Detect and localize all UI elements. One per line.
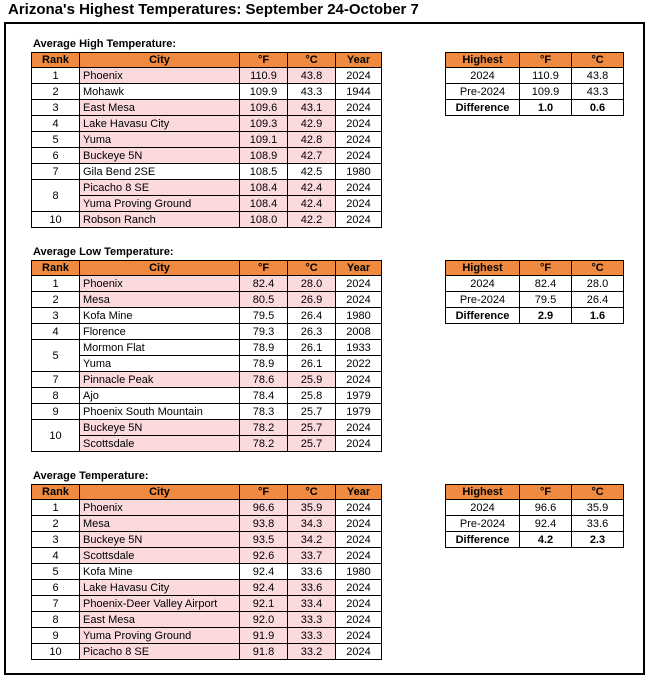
section-label: Average Temperature:: [33, 470, 149, 482]
comparison-row: [446, 500, 624, 516]
table-row: [32, 548, 382, 564]
comparison-label-cell: Difference: [446, 100, 520, 116]
celsius-cell: 25.7: [288, 404, 336, 420]
fahrenheit-cell: 92.1: [240, 596, 288, 612]
header-fahrenheit: °F: [240, 261, 288, 276]
city-cell: Picacho 8 SE: [80, 644, 240, 660]
year-cell: 2024: [336, 548, 382, 564]
rank-cell: 1: [32, 68, 80, 84]
year-cell: 2024: [336, 516, 382, 532]
rank-cell: 10: [32, 644, 80, 660]
celsius-cell: 26.1: [288, 340, 336, 356]
rank-cell: 6: [32, 148, 80, 164]
fahrenheit-cell: 93.8: [240, 516, 288, 532]
header-city: City: [80, 261, 240, 276]
year-cell: 1980: [336, 564, 382, 580]
table-row: [32, 356, 382, 372]
header-celsius: °C: [572, 261, 624, 276]
comparison-fahrenheit-cell: 82.4: [520, 276, 572, 292]
celsius-cell: 26.3: [288, 324, 336, 340]
celsius-cell: 25.7: [288, 436, 336, 452]
city-cell: East Mesa: [80, 100, 240, 116]
header-rank: Rank: [32, 261, 80, 276]
table-row: [32, 340, 382, 356]
year-cell: 2024: [336, 196, 382, 212]
city-cell: Phoenix: [80, 276, 240, 292]
header-fahrenheit: °F: [240, 53, 288, 68]
header-fahrenheit: °F: [520, 53, 572, 68]
year-cell: 1979: [336, 404, 382, 420]
celsius-cell: 42.8: [288, 132, 336, 148]
city-cell: Lake Havasu City: [80, 116, 240, 132]
city-cell: Ajo: [80, 388, 240, 404]
celsius-cell: 26.9: [288, 292, 336, 308]
rank-cell: 1: [32, 500, 80, 516]
fahrenheit-cell: 109.9: [240, 84, 288, 100]
comparison-table: [445, 52, 624, 116]
comparison-label-cell: 2024: [446, 500, 520, 516]
fahrenheit-cell: 108.0: [240, 212, 288, 228]
header-fahrenheit: °F: [520, 485, 572, 500]
comparison-fahrenheit-cell: 79.5: [520, 292, 572, 308]
year-cell: 2024: [336, 580, 382, 596]
rank-cell: 1: [32, 276, 80, 292]
table-row: [32, 596, 382, 612]
header-highest: Highest: [446, 485, 520, 500]
comparison-label-cell: Difference: [446, 532, 520, 548]
rank-cell: 7: [32, 372, 80, 388]
celsius-cell: 43.1: [288, 100, 336, 116]
header-city: City: [80, 53, 240, 68]
celsius-cell: 43.3: [288, 84, 336, 100]
fahrenheit-cell: 108.9: [240, 148, 288, 164]
table-row: [32, 612, 382, 628]
fahrenheit-cell: 79.3: [240, 324, 288, 340]
table-row: [32, 68, 382, 84]
fahrenheit-cell: 92.6: [240, 548, 288, 564]
header-highest: Highest: [446, 53, 520, 68]
fahrenheit-cell: 78.2: [240, 420, 288, 436]
city-cell: Mesa: [80, 292, 240, 308]
celsius-cell: 42.4: [288, 180, 336, 196]
header-city: City: [80, 485, 240, 500]
fahrenheit-cell: 108.5: [240, 164, 288, 180]
table-row: [32, 388, 382, 404]
city-cell: Picacho 8 SE: [80, 180, 240, 196]
table-row: [32, 628, 382, 644]
comparison-fahrenheit-cell: 109.9: [520, 84, 572, 100]
comparison-row: [446, 292, 624, 308]
comparison-row: [446, 100, 624, 116]
comparison-header-row: [446, 485, 624, 500]
rank-cell: 8: [32, 388, 80, 404]
fahrenheit-cell: 96.6: [240, 500, 288, 516]
header-celsius: °C: [288, 485, 336, 500]
city-cell: Phoenix: [80, 500, 240, 516]
table-row: [32, 292, 382, 308]
year-cell: 2024: [336, 500, 382, 516]
city-cell: Robson Ranch: [80, 212, 240, 228]
table-row: [32, 436, 382, 452]
city-cell: Yuma Proving Ground: [80, 628, 240, 644]
comparison-fahrenheit-cell: 96.6: [520, 500, 572, 516]
year-cell: 2024: [336, 612, 382, 628]
city-cell: Yuma: [80, 132, 240, 148]
fahrenheit-cell: 109.1: [240, 132, 288, 148]
table-header-row: [32, 261, 382, 276]
celsius-cell: 33.3: [288, 612, 336, 628]
celsius-cell: 42.4: [288, 196, 336, 212]
header-highest: Highest: [446, 261, 520, 276]
fahrenheit-cell: 78.3: [240, 404, 288, 420]
rank-cell: 5: [32, 564, 80, 580]
table-row: [32, 324, 382, 340]
comparison-table: [445, 260, 624, 324]
header-rank: Rank: [32, 485, 80, 500]
fahrenheit-cell: 78.4: [240, 388, 288, 404]
rank-cell: 7: [32, 164, 80, 180]
comparison-row: [446, 516, 624, 532]
header-celsius: °C: [572, 485, 624, 500]
table-row: [32, 212, 382, 228]
comparison-table: [445, 484, 624, 548]
comparison-celsius-cell: 1.6: [572, 308, 624, 324]
comparison-celsius-cell: 26.4: [572, 292, 624, 308]
fahrenheit-cell: 78.6: [240, 372, 288, 388]
city-cell: Yuma: [80, 356, 240, 372]
celsius-cell: 33.6: [288, 564, 336, 580]
year-cell: 2024: [336, 532, 382, 548]
year-cell: 2022: [336, 356, 382, 372]
city-cell: Yuma Proving Ground: [80, 196, 240, 212]
comparison-celsius-cell: 35.9: [572, 500, 624, 516]
year-cell: 2024: [336, 420, 382, 436]
ranking-table: [31, 484, 382, 660]
comparison-header-row: [446, 261, 624, 276]
city-cell: Buckeye 5N: [80, 532, 240, 548]
year-cell: 2024: [336, 644, 382, 660]
year-cell: 1980: [336, 164, 382, 180]
celsius-cell: 33.3: [288, 628, 336, 644]
table-row: [32, 116, 382, 132]
header-celsius: °C: [572, 53, 624, 68]
year-cell: 2024: [336, 276, 382, 292]
celsius-cell: 34.2: [288, 532, 336, 548]
fahrenheit-cell: 78.9: [240, 340, 288, 356]
fahrenheit-cell: 92.0: [240, 612, 288, 628]
city-cell: Kofa Mine: [80, 564, 240, 580]
comparison-row: [446, 276, 624, 292]
celsius-cell: 33.2: [288, 644, 336, 660]
table-row: [32, 532, 382, 548]
year-cell: 2024: [336, 132, 382, 148]
header-year: Year: [336, 485, 382, 500]
year-cell: 1980: [336, 308, 382, 324]
table-row: [32, 564, 382, 580]
header-fahrenheit: °F: [240, 485, 288, 500]
city-cell: Phoenix-Deer Valley Airport: [80, 596, 240, 612]
celsius-cell: 42.5: [288, 164, 336, 180]
rank-cell: 9: [32, 404, 80, 420]
table-row: [32, 276, 382, 292]
comparison-label-cell: Difference: [446, 308, 520, 324]
celsius-cell: 33.7: [288, 548, 336, 564]
fahrenheit-cell: 110.9: [240, 68, 288, 84]
comparison-row: [446, 84, 624, 100]
header-year: Year: [336, 53, 382, 68]
city-cell: Pinnacle Peak: [80, 372, 240, 388]
rank-cell: 3: [32, 532, 80, 548]
city-cell: Gila Bend 2SE: [80, 164, 240, 180]
year-cell: 2024: [336, 148, 382, 164]
comparison-fahrenheit-cell: 1.0: [520, 100, 572, 116]
city-cell: Buckeye 5N: [80, 148, 240, 164]
year-cell: 1979: [336, 388, 382, 404]
year-cell: 1944: [336, 84, 382, 100]
comparison-celsius-cell: 0.6: [572, 100, 624, 116]
year-cell: 2024: [336, 436, 382, 452]
celsius-cell: 26.4: [288, 308, 336, 324]
fahrenheit-cell: 109.6: [240, 100, 288, 116]
year-cell: 2024: [336, 292, 382, 308]
fahrenheit-cell: 78.2: [240, 436, 288, 452]
celsius-cell: 42.9: [288, 116, 336, 132]
fahrenheit-cell: 91.8: [240, 644, 288, 660]
city-cell: Buckeye 5N: [80, 420, 240, 436]
fahrenheit-cell: 93.5: [240, 532, 288, 548]
table-row: [32, 372, 382, 388]
comparison-fahrenheit-cell: 92.4: [520, 516, 572, 532]
table-row: [32, 516, 382, 532]
fahrenheit-cell: 80.5: [240, 292, 288, 308]
table-header-row: [32, 485, 382, 500]
city-cell: Scottsdale: [80, 548, 240, 564]
table-row: [32, 148, 382, 164]
city-cell: Scottsdale: [80, 436, 240, 452]
fahrenheit-cell: 91.9: [240, 628, 288, 644]
year-cell: 2024: [336, 372, 382, 388]
celsius-cell: 34.3: [288, 516, 336, 532]
table-row: [32, 580, 382, 596]
ranking-table: [31, 52, 382, 228]
city-cell: Kofa Mine: [80, 308, 240, 324]
header-fahrenheit: °F: [520, 261, 572, 276]
rank-cell: 8: [32, 180, 80, 212]
comparison-label-cell: Pre-2024: [446, 292, 520, 308]
fahrenheit-cell: 92.4: [240, 580, 288, 596]
table-row: [32, 164, 382, 180]
fahrenheit-cell: 108.4: [240, 180, 288, 196]
rank-cell: 9: [32, 628, 80, 644]
rank-cell: 8: [32, 612, 80, 628]
city-cell: Mesa: [80, 516, 240, 532]
city-cell: Mormon Flat: [80, 340, 240, 356]
table-row: [32, 84, 382, 100]
table-row: [32, 420, 382, 436]
celsius-cell: 42.7: [288, 148, 336, 164]
rank-cell: 7: [32, 596, 80, 612]
city-cell: East Mesa: [80, 612, 240, 628]
fahrenheit-cell: 108.4: [240, 196, 288, 212]
table-row: [32, 308, 382, 324]
year-cell: 2024: [336, 596, 382, 612]
city-cell: Lake Havasu City: [80, 580, 240, 596]
header-celsius: °C: [288, 53, 336, 68]
table-row: [32, 132, 382, 148]
city-cell: Phoenix South Mountain: [80, 404, 240, 420]
comparison-celsius-cell: 33.6: [572, 516, 624, 532]
page-title: Arizona's Highest Temperatures: September 24-October 7: [8, 1, 419, 18]
comparison-label-cell: 2024: [446, 68, 520, 84]
table-row: [32, 404, 382, 420]
celsius-cell: 25.7: [288, 420, 336, 436]
comparison-celsius-cell: 43.8: [572, 68, 624, 84]
celsius-cell: 42.2: [288, 212, 336, 228]
celsius-cell: 26.1: [288, 356, 336, 372]
table-row: [32, 180, 382, 196]
section-label: Average Low Temperature:: [33, 246, 174, 258]
ranking-table: [31, 260, 382, 452]
fahrenheit-cell: 92.4: [240, 564, 288, 580]
section-label: Average High Temperature:: [33, 38, 177, 50]
rank-cell: 3: [32, 100, 80, 116]
celsius-cell: 33.6: [288, 580, 336, 596]
fahrenheit-cell: 79.5: [240, 308, 288, 324]
table-row: [32, 644, 382, 660]
city-cell: Florence: [80, 324, 240, 340]
comparison-label-cell: Pre-2024: [446, 516, 520, 532]
year-cell: 2008: [336, 324, 382, 340]
comparison-label-cell: Pre-2024: [446, 84, 520, 100]
fahrenheit-cell: 78.9: [240, 356, 288, 372]
comparison-fahrenheit-cell: 110.9: [520, 68, 572, 84]
comparison-row: [446, 532, 624, 548]
year-cell: 2024: [336, 212, 382, 228]
rank-cell: 2: [32, 292, 80, 308]
header-rank: Rank: [32, 53, 80, 68]
comparison-fahrenheit-cell: 4.2: [520, 532, 572, 548]
rank-cell: 4: [32, 324, 80, 340]
rank-cell: 4: [32, 116, 80, 132]
comparison-fahrenheit-cell: 2.9: [520, 308, 572, 324]
comparison-celsius-cell: 28.0: [572, 276, 624, 292]
year-cell: 2024: [336, 180, 382, 196]
comparison-celsius-cell: 43.3: [572, 84, 624, 100]
celsius-cell: 33.4: [288, 596, 336, 612]
year-cell: 2024: [336, 628, 382, 644]
rank-cell: 5: [32, 132, 80, 148]
city-cell: Mohawk: [80, 84, 240, 100]
celsius-cell: 28.0: [288, 276, 336, 292]
comparison-header-row: [446, 53, 624, 68]
header-year: Year: [336, 261, 382, 276]
rank-cell: 10: [32, 420, 80, 452]
fahrenheit-cell: 109.3: [240, 116, 288, 132]
table-row: [32, 500, 382, 516]
header-celsius: °C: [288, 261, 336, 276]
celsius-cell: 25.8: [288, 388, 336, 404]
year-cell: 2024: [336, 100, 382, 116]
fahrenheit-cell: 82.4: [240, 276, 288, 292]
comparison-row: [446, 68, 624, 84]
city-cell: Phoenix: [80, 68, 240, 84]
celsius-cell: 43.8: [288, 68, 336, 84]
table-header-row: [32, 53, 382, 68]
year-cell: 2024: [336, 116, 382, 132]
rank-cell: 2: [32, 516, 80, 532]
comparison-label-cell: 2024: [446, 276, 520, 292]
rank-cell: 5: [32, 340, 80, 372]
year-cell: 1933: [336, 340, 382, 356]
rank-cell: 4: [32, 548, 80, 564]
celsius-cell: 25.9: [288, 372, 336, 388]
comparison-row: [446, 308, 624, 324]
rank-cell: 2: [32, 84, 80, 100]
rank-cell: 6: [32, 580, 80, 596]
year-cell: 2024: [336, 68, 382, 84]
comparison-celsius-cell: 2.3: [572, 532, 624, 548]
rank-cell: 10: [32, 212, 80, 228]
rank-cell: 3: [32, 308, 80, 324]
table-row: [32, 100, 382, 116]
table-row: [32, 196, 382, 212]
celsius-cell: 35.9: [288, 500, 336, 516]
